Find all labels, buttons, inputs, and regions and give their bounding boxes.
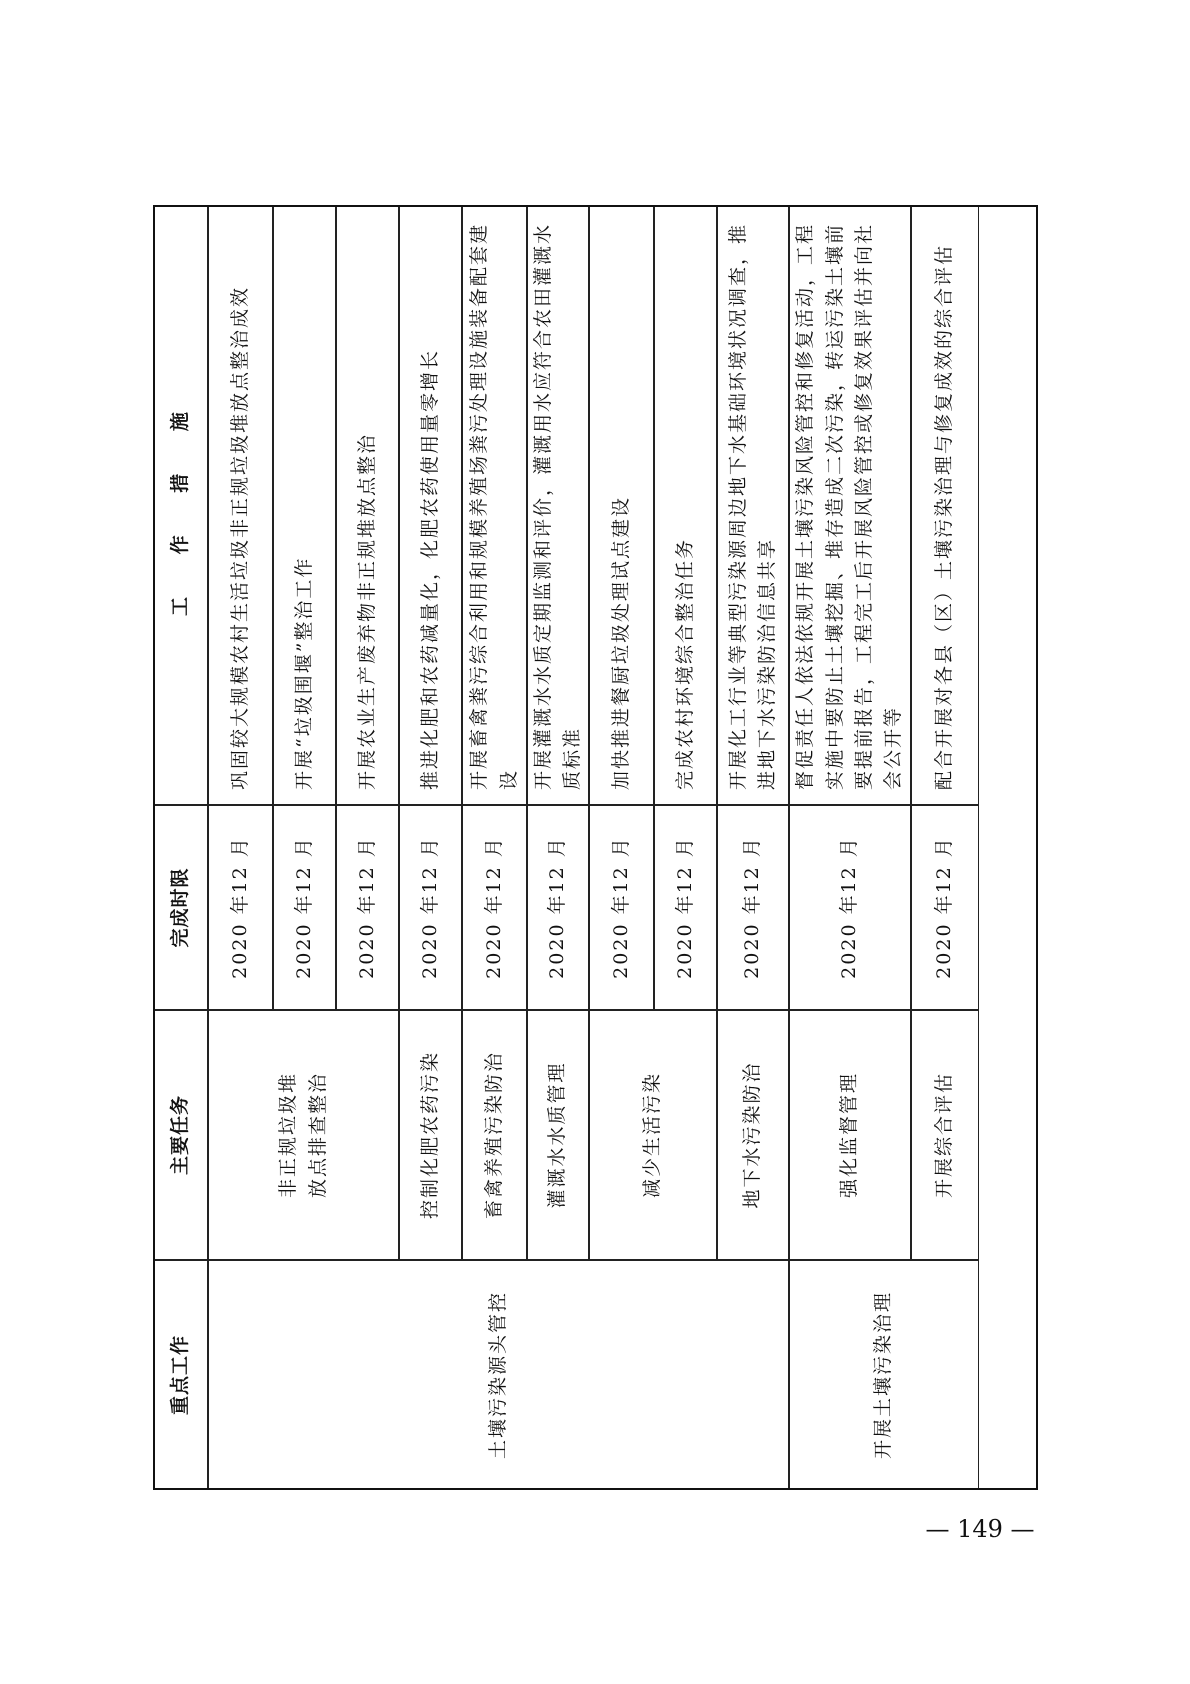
measure-cell: 推进化肥和农药减量化，化肥农药使用量零增长 [399,205,462,805]
measure-cell: 开展畜禽粪污综合利用和规模养殖场粪污处理设施装备配套建设 [462,205,527,805]
deadline-cell: 2020 年12 月 [527,805,589,1010]
main-task-cell: 减少生活污染 [589,1010,717,1260]
measure-cell: 开展“垃圾围堰”整治工作 [273,205,336,805]
deadline-cell: 2020 年12 月 [654,805,717,1010]
deadline-cell: 2020 年12 月 [336,805,399,1010]
header-main-task: 主要任务 [153,1010,208,1260]
measure-cell: 督促责任人依法依规开展土壤污染风险管控和修复活动，工程实施中要防止土壤挖掘、堆存造成二次污染，转运污染土壤前要提前报告，工程完工后开展风险管控或修复效果评估并向社会公开等 [789,205,911,805]
main-task-cell: 地下水污染防治 [717,1010,789,1260]
deadline-cell: 2020 年12 月 [589,805,654,1010]
page-number: — 149 — [925,1515,1035,1543]
header-measures: 工 作 措 施 [153,205,208,805]
main-task-cell: 强化监督管理 [789,1010,911,1260]
deadline-cell: 2020 年12 月 [208,805,273,1010]
main-task-cell: 畜禽养殖污染防治 [462,1010,527,1260]
header-deadline: 完成时限 [153,805,208,1010]
deadline-cell: 2020 年12 月 [911,805,979,1010]
main-task-cell: 开展综合评估 [911,1010,979,1260]
measure-cell: 开展农业生产废弃物非正规堆放点整治 [336,205,399,805]
measure-cell: 加快推进餐厨垃圾处理试点建设 [589,205,654,805]
key-work-cell: 开展土壤污染治理 [789,1260,979,1490]
measure-cell: 开展灌溉水水质定期监测和评价，灌溉用水应符合农田灌溉水质标准 [527,205,589,805]
deadline-cell: 2020 年12 月 [399,805,462,1010]
deadline-cell: 2020 年12 月 [789,805,911,1010]
main-task-cell: 控制化肥农药污染 [399,1010,462,1260]
deadline-cell: 2020 年12 月 [462,805,527,1010]
measure-cell: 开展化工行业等典型污染源周边地下水基础环境状况调查，推进地下水污染防治信息共享 [717,205,789,805]
deadline-cell: 2020 年12 月 [717,805,789,1010]
work-measures-table [153,205,1038,1490]
deadline-cell: 2020 年12 月 [273,805,336,1010]
main-task-cell: 灌溉水水质管理 [527,1010,589,1260]
measure-cell: 完成农村环境综合整治任务 [654,205,717,805]
key-work-cell: 土壤污染源头管控 [208,1260,789,1490]
main-task-cell: 非正规垃圾堆放点排查整治 [208,1010,399,1260]
measure-cell: 配合开展对各县（区）土壤污染治理与修复成效的综合评估 [911,205,979,805]
header-key-work: 重点工作 [153,1260,208,1490]
measure-cell: 巩固较大规模农村生活垃圾非正规垃圾堆放点整治成效 [208,205,273,805]
